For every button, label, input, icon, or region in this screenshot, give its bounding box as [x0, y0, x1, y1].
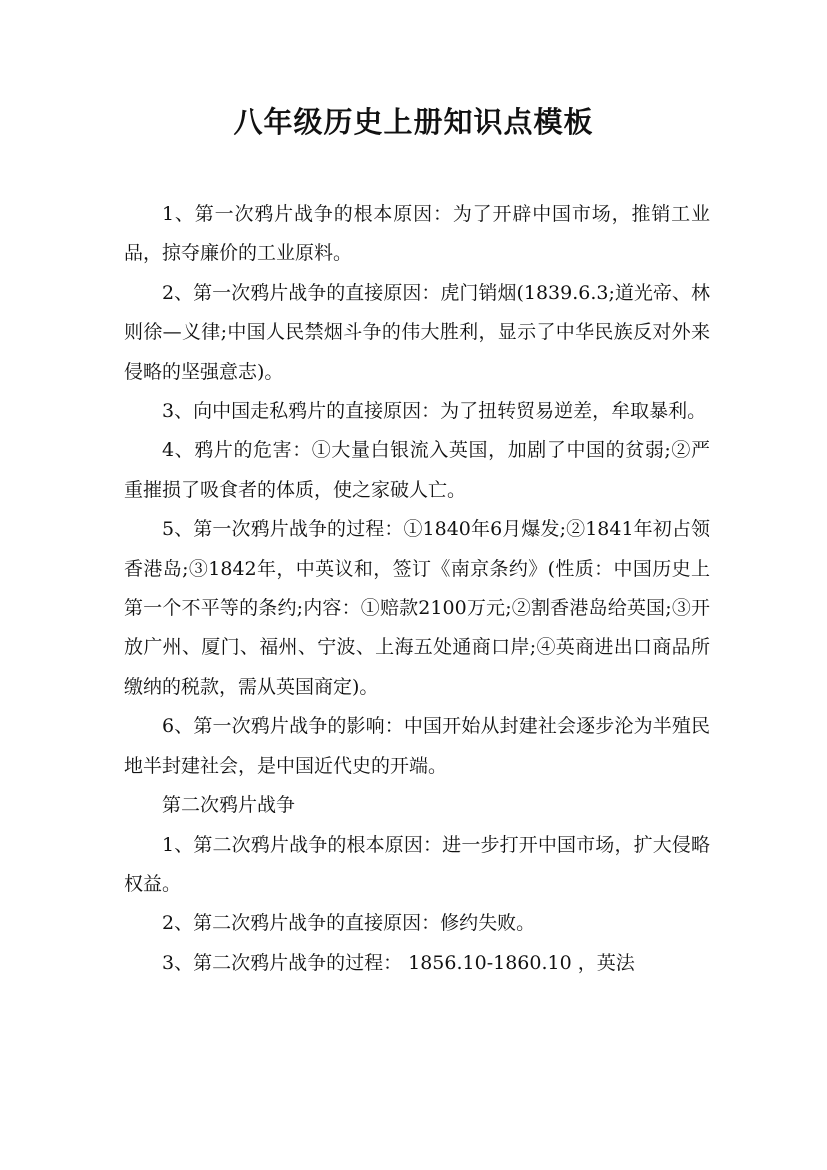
section-heading: 第二次鸦片战争 — [162, 794, 296, 817]
document-title: 八年级历史上册知识点模板 — [233, 105, 594, 139]
paragraph-6: 6、第一次鸦片战争的影响：中国开始从封建社会逐步沦为半殖民地半封建社会，是中国近代史的开端。 — [124, 715, 710, 777]
paragraph-2: 2、第一次鸦片战争的直接原因：虎门销烟(1839.6.3;道光帝、林则徐—义律;中国人民禁烟斗争的伟大胜利，显示了中华民族反对外来侵略的坚强意志)。 — [124, 281, 710, 383]
paragraph-8: 2、第二次鸦片战争的直接原因：修约失败。 — [162, 912, 536, 935]
paragraph-7: 1、第二次鸦片战争的根本原因：进一步打开中国市场，扩大侵略权益。 — [124, 833, 710, 895]
paragraph-3: 3、向中国走私鸦片的直接原因：为了扭转贸易逆差，牟取暴利。 — [162, 400, 707, 423]
document-body — [124, 195, 710, 983]
paragraph-4: 4、鸦片的危害：①大量白银流入英国，加剧了中国的贫弱;②严重摧损了吸食者的体质，使之家破人亡。 — [124, 439, 710, 501]
paragraph-9: 3、第二次鸦片战争的过程： 1856.10-1860.10 ，英法 — [162, 951, 635, 974]
paragraph-5: 5、第一次鸦片战争的过程：①1840年6月爆发;②1841年初占领香港岛;③1842年，中英议和，签订《南京条约》(性质：中国历史上第一个不平等的条约;内容：①赔款2100万元;②割香港岛给英国;③开放广州、厦门、福州、宁波、上海五处通商口岸;④英商进出口商品所缴纳的税款，需从英国商定)。 — [124, 518, 710, 698]
paragraph-1: 1、第一次鸦片战争的根本原因：为了开辟中国市场，推销工业品，掠夺廉价的工业原料。 — [124, 203, 710, 265]
